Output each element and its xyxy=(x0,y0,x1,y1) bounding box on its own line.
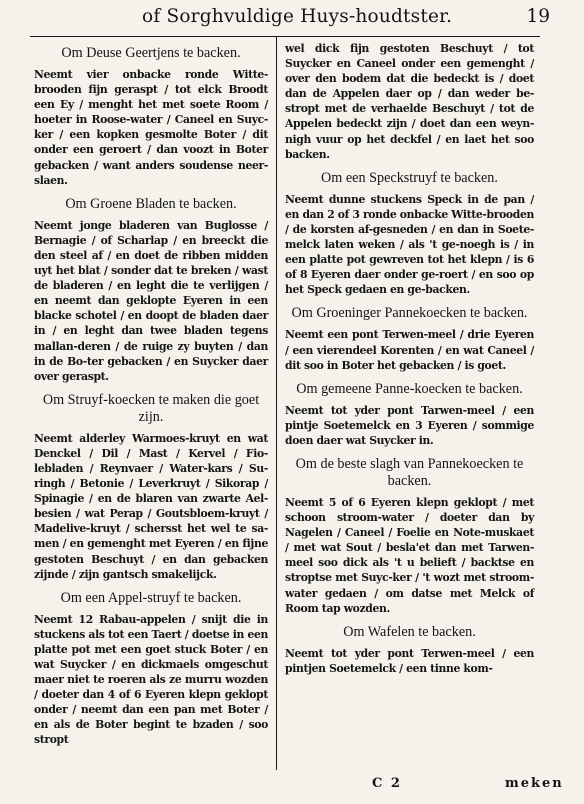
recipe-text: Neemt jonge bladeren van Buglosse / Bernagie / of Scharlap / en breeckt die den steel af / en doet de ribben midden uyt het blat / sonder dat te breken / wast de bladeren / en leght die te verlijgen / en neemt dan geklopte Eyeren in een blacke schotel / en doopt de bladen daer in / en leght dan twee bladen tegens mallan-deren / de ruige zy buyten / dan in de Bo-ter gebacken / en Suycker daer over geraspt. xyxy=(34,218,268,383)
recipe-heading: Om een Appel-struyf te backen. xyxy=(60,589,242,606)
recipe-heading: Om Deuse Geertjens te backen. xyxy=(61,45,241,61)
running-title: of Sorghvuldige Huys-houdtster. xyxy=(142,6,453,27)
right-column xyxy=(285,41,534,676)
recipe-heading: Om Struyf-koecken te maken die goet zijn. xyxy=(42,391,260,425)
footer-line xyxy=(372,776,564,791)
recipe-deuse-geertjens xyxy=(34,45,268,188)
recipe-text: Neemt dunne stuckens Speck in de pan / en dan 2 of 3 ronde onbacke Witte-brooden / de korsten af-gesneden / en dan in Soete-melck laten weken / als 't ge-noegh is / in een platte pot gewreven tot het klepn / is 6 of 8 Eyeren daer onder ge-roert / en soo op het Speck gedaen en ge-backen. xyxy=(285,192,534,297)
header-rule xyxy=(30,36,540,37)
recipe-text: wel dick fijn gestoten Beschuyt / tot Suycker en Caneel onder een gemenght / over den bodem dat die bedeckt is / doet dan de Appelen daer op / dan weder be-stropt met de verhaelde Beschuyt / tot de Appelen bedeckt zijn / doet dan een weyn-nigh vuur op het deckfel / en laet het soo backen. xyxy=(285,42,534,161)
recipe-beste-pannekoecken xyxy=(285,456,534,616)
recipe-text: Neemt 12 Rabau-appelen / snijt die in stuckens als tot een Taert / doetse in een platte pot met een goet stuck Boter / en wat Suycker / en dickmaels omgeschut maer niet te roeren als ze murru wozden / doeter dan 4 of 6 Eyeren klepn geklopt onder / neemt dan een pan met Boter / en als de Boter begint te bzaden / soo stropt xyxy=(34,612,268,747)
recipe-text: Neemt een pont Terwen-meel / drie Eyeren / een vierendeel Korenten / en wat Caneel / dit soo in Boter het gebacken / is goet. xyxy=(285,328,534,372)
left-column xyxy=(34,41,268,748)
recipe-struyf-koecken xyxy=(34,392,268,582)
recipe-heading: Om Groene Bladen te backen. xyxy=(65,195,237,212)
recipe-groeninger-pannekoecken xyxy=(285,305,534,372)
recipe-heading: Om Wafelen te backen. xyxy=(343,623,476,640)
recipe-heading: Om gemeene Panne-koecken te backen. xyxy=(296,380,523,397)
recipe-speckstruyf xyxy=(285,170,534,298)
recipe-heading: Om Groeninger Pannekoecken te backen. xyxy=(291,305,528,322)
recipe-appel-struyf-continued xyxy=(285,41,534,162)
page-number: 19 xyxy=(526,6,550,27)
column-divider xyxy=(276,37,277,770)
recipe-text: Neemt tot yder pont Terwen-meel / een pintjen Soetemelck / een tinne kom- xyxy=(285,646,534,675)
recipe-heading: Om een Speckstruyf te backen. xyxy=(321,169,498,186)
recipe-text: Neemt alderley Warmoes-kruyt en wat Denckel / Dil / Mast / Kervel / Fio-lebladen / Reynvaer / Water-kars / Su-ringh / Betonie / Leverkruyt / Sikorap / Spinagie / en de blaren van zwarte Ael-besien / wat Perap / Goutsbloem-kruyt / Madelive-kruyt / schersst het wel te sa-men / en gemenght met Eyeren / en fijne gestoten Beschuyt / en dan gebacken zijnde / zijn gantsch smakelijck. xyxy=(34,431,268,581)
recipe-text: Neemt tot yder pont Tarwen-meel / een pintje Soetemelck en 3 Eyeren / sommige doen daer wat Suycker in. xyxy=(285,403,534,447)
catchword: meken xyxy=(504,776,564,791)
recipe-gemeene-panne-koecken xyxy=(285,381,534,448)
running-header xyxy=(142,6,550,34)
recipe-text: Neemt 5 of 6 Eyeren klepn geklopt / met schoon stroom-water / doeter dan by Nagelen / Caneel / Foelie en Note-muskaet / met wat Sout / besla'et dan met Tarwen-meel soo dick als 't u belieft / backtse en stroptse met Suyc-ker / 't wozt met stroom-water gedaen / om datse met Melck of Room tap wozden. xyxy=(285,495,534,615)
recipe-appel-struyf xyxy=(34,590,268,748)
recipe-text: Neemt vier onbacke ronde Witte-brooden fijn geraspt / tot elck Broodt een Ey / menght het met soete Room / hoeter in Roose-water / Caneel en Suyc-ker / een kopken gesmolte Boter / dit onder een geroert / dan voozt in Boter gebacken / want anders soudense neer-slaen. xyxy=(34,68,268,187)
recipe-wafelen xyxy=(285,624,534,676)
signature-mark: C 2 xyxy=(372,776,402,791)
recipe-groene-bladen xyxy=(34,196,268,384)
recipe-heading: Om de beste slagh van Pannekoecken te backen. xyxy=(295,455,524,489)
